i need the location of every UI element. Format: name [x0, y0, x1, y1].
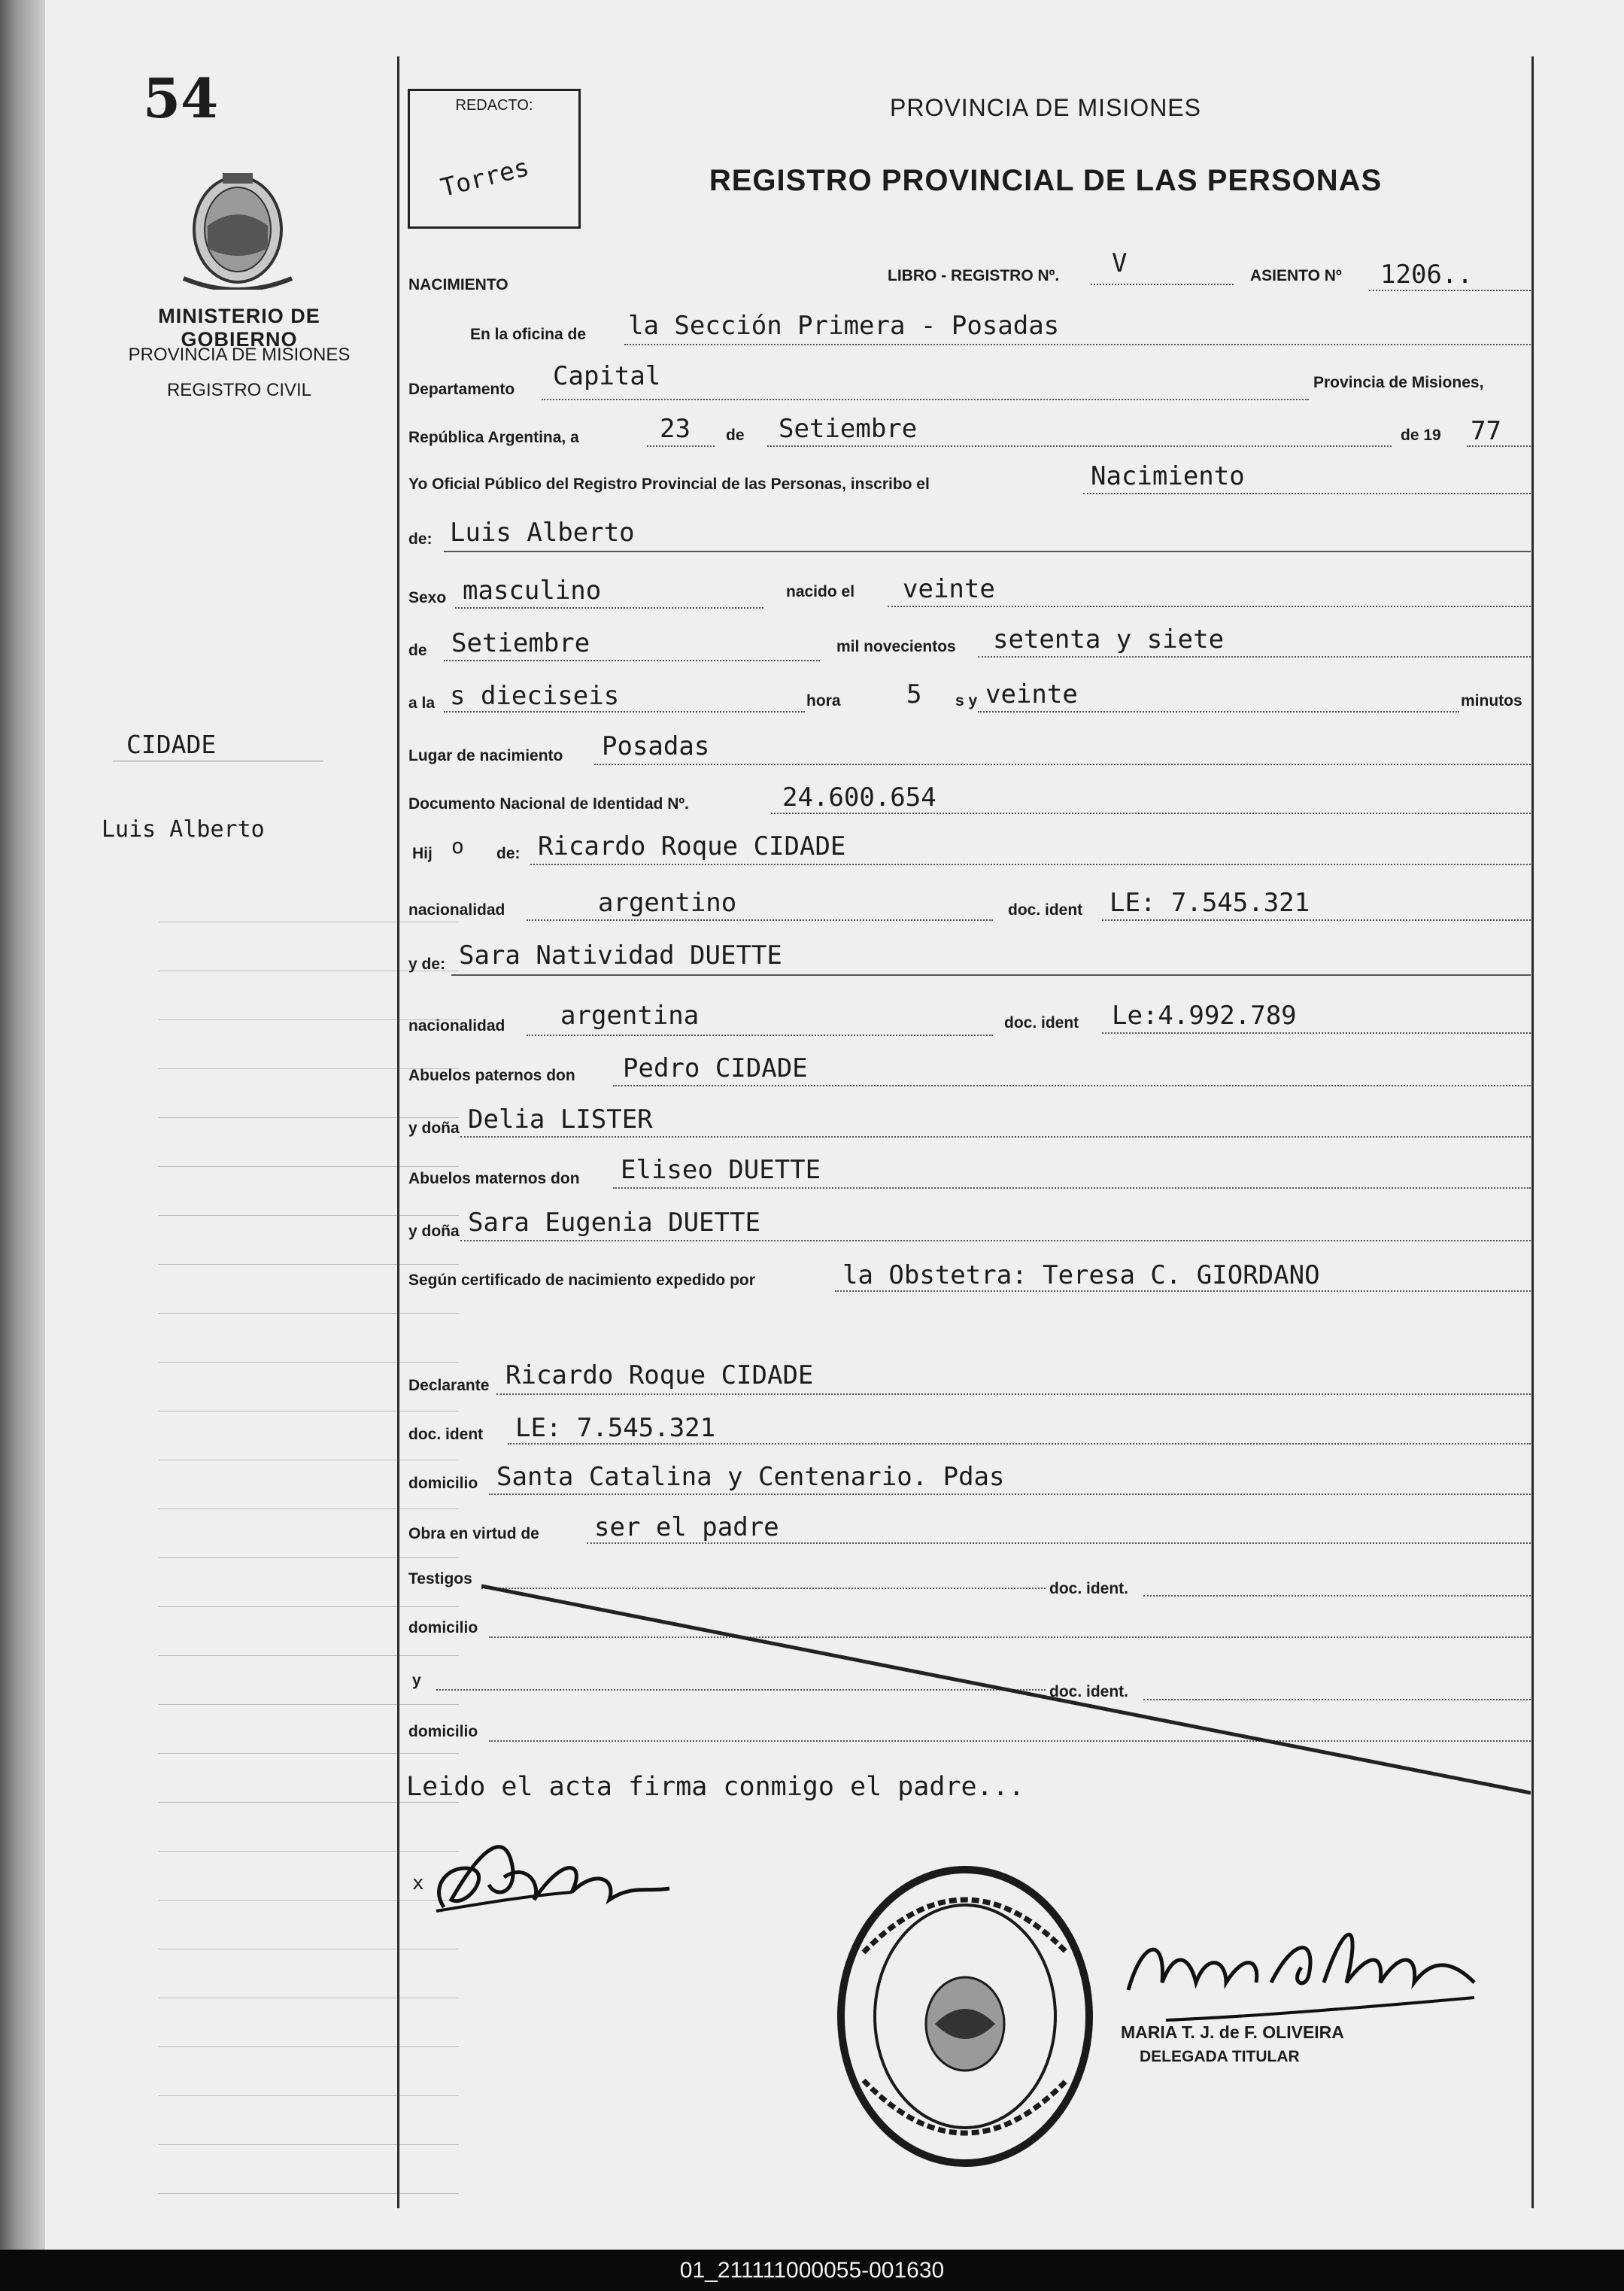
official-role: DELEGADA TITULAR — [1140, 2048, 1300, 2065]
doc-testigo1-label: doc. ident. — [1049, 1580, 1128, 1597]
registry-stamp-icon — [833, 1862, 1097, 2171]
dni-label: Documento Nacional de Identidad Nº. — [408, 795, 689, 813]
header-registry: REGISTRO PROVINCIAL DE LAS PERSONAS — [709, 164, 1383, 197]
madre-label: y de: — [408, 956, 446, 973]
abuela-materna-value: Sara Eugenia DUETTE — [468, 1208, 760, 1238]
certificado-value: la Obstetra: Teresa C. GIORDANO — [842, 1260, 1320, 1290]
nombre-value: Luis Alberto — [450, 518, 635, 548]
hijo-suffix: o — [451, 834, 464, 858]
abuelo-materno-value: Eliseo DUETTE — [621, 1155, 821, 1185]
libro-value: V — [1112, 248, 1128, 278]
record-type-label: NACIMIENTO — [408, 276, 508, 293]
margin-surname: CIDADE — [126, 730, 217, 759]
coat-of-arms-icon — [178, 166, 298, 290]
domicilio-value: Santa Catalina y Centenario. Pdas — [496, 1462, 1005, 1492]
minutos-label: minutos — [1461, 692, 1522, 709]
mil-label: mil novecientos — [836, 638, 956, 655]
cancellation-line — [481, 1578, 1531, 1797]
mes-de-label: de — [408, 642, 427, 659]
certificado-label: Según certificado de nacimiento expedido por — [408, 1272, 755, 1289]
oficina-label: En la oficina de — [470, 326, 587, 343]
dni-value: 24.600.654 — [782, 782, 936, 813]
padre-value: Ricardo Roque CIDADE — [538, 831, 846, 861]
footer-caption: 01_211111000055-001630 — [0, 2250, 1624, 2291]
domicilio-testigo2-label: domicilio — [408, 1723, 478, 1740]
provincia-label: Provincia de Misiones, — [1313, 374, 1484, 391]
page-number: 54 — [143, 66, 219, 130]
abuelos-maternos-label: Abuelos maternos don — [408, 1170, 580, 1187]
margin-given-names: Luis Alberto — [102, 816, 265, 843]
nacionalidad-padre-value: argentino — [598, 888, 737, 918]
x-mark: x — [412, 1872, 424, 1894]
departamento-label: Departamento — [408, 381, 515, 398]
redacto-value: Torres — [438, 152, 533, 202]
doc-padre-label: doc. ident — [1008, 901, 1083, 919]
minutos-value: veinte — [985, 679, 1078, 709]
left-border-line — [397, 56, 399, 2208]
departamento-value: Capital — [553, 361, 661, 391]
lugar-value: Posadas — [602, 731, 710, 761]
obra-value: ser el padre — [594, 1512, 779, 1542]
nombre-label: de: — [408, 530, 433, 548]
doc-madre-label: doc. ident — [1004, 1014, 1079, 1032]
mes-nac-value: Setiembre — [451, 628, 590, 658]
declarante-label: Declarante — [408, 1377, 490, 1394]
a-las-label: a la — [408, 694, 436, 712]
hijo-label: Hij — [412, 845, 433, 862]
ministry-province: PROVINCIA DE MISIONES — [128, 345, 351, 365]
father-signature — [421, 1817, 677, 1930]
official-signature — [1121, 1907, 1482, 2028]
nacido-value: veinte — [903, 574, 995, 604]
oficial-label: Yo Oficial Público del Registro Provincial de las Personas, inscribo el — [408, 476, 930, 493]
abuelo-paterno-value: Pedro CIDADE — [623, 1053, 808, 1083]
nacionalidad-madre-value: argentina — [560, 1001, 700, 1031]
official-name: MARIA T. J. de F. OLIVEIRA — [1121, 2022, 1344, 2042]
domicilio-testigo1-label: domicilio — [408, 1619, 478, 1636]
doc-declarante-value: LE: 7.545.321 — [515, 1413, 716, 1443]
abuelos-paternos-label: Abuelos paternos don — [408, 1067, 575, 1084]
book-binding — [0, 0, 45, 2250]
declarante-value: Ricardo Roque CIDADE — [505, 1360, 814, 1390]
hora-num: 5 — [906, 679, 922, 709]
year-value: 77 — [1471, 416, 1501, 446]
sexo-label: Sexo — [408, 589, 447, 606]
right-border-line — [1531, 56, 1534, 2208]
doc-testigo2-label: doc. ident. — [1049, 1683, 1128, 1700]
republica-label: República Argentina, a — [408, 429, 579, 446]
testigos-label: Testigos — [408, 1570, 472, 1588]
abuela-paterna-label: y doña — [408, 1120, 460, 1137]
header-province: PROVINCIA DE MISIONES — [890, 94, 1201, 121]
libro-label: LIBRO - REGISTRO Nº. — [888, 267, 1060, 284]
hora-label: hora — [806, 692, 841, 709]
month-de-label: de — [726, 427, 745, 444]
lugar-label: Lugar de nacimiento — [408, 747, 563, 764]
nacido-label: nacido el — [786, 583, 855, 600]
hijo-de-label: de: — [496, 845, 521, 862]
y-testigo-label: y — [412, 1672, 421, 1689]
ministry-name: MINISTERIO DE GOBIERNO — [158, 305, 320, 351]
sexo-value: masculino — [463, 576, 602, 606]
day-value: 23 — [660, 414, 691, 444]
abuela-paterna-value: Delia LISTER — [468, 1104, 653, 1135]
redacto-label: REDACTO: — [455, 97, 533, 114]
leido-text: Leido el acta firma conmigo el padre... — [406, 1772, 1024, 1802]
asiento-value: 1206.. — [1380, 260, 1473, 290]
domicilio-label: domicilio — [408, 1475, 478, 1492]
abuela-materna-label: y doña — [408, 1223, 460, 1240]
doc-madre-value: Le:4.992.789 — [1112, 1001, 1297, 1031]
nacionalidad-madre-label: nacionalidad — [408, 1017, 505, 1035]
redacto-box — [408, 89, 581, 229]
year-label: de 19 — [1401, 427, 1441, 444]
asiento-label: ASIENTO Nº — [1250, 267, 1342, 284]
month-value: Setiembre — [779, 414, 918, 444]
y-minutos-label: s y — [955, 692, 978, 709]
anio-nac-value: setenta y siete — [993, 624, 1225, 655]
nacionalidad-padre-label: nacionalidad — [408, 901, 505, 919]
obra-label: Obra en virtud de — [408, 1525, 539, 1542]
oficina-value: la Sección Primera - Posadas — [628, 311, 1060, 341]
doc-padre-value: LE: 7.545.321 — [1109, 888, 1310, 918]
doc-declarante-label: doc. ident — [408, 1426, 484, 1443]
madre-value: Sara Natividad DUETTE — [459, 940, 782, 971]
ministry-registry: REGISTRO CIVIL — [166, 380, 312, 400]
hora-value: s dieciseis — [450, 681, 620, 711]
acto-value: Nacimiento — [1091, 461, 1245, 491]
